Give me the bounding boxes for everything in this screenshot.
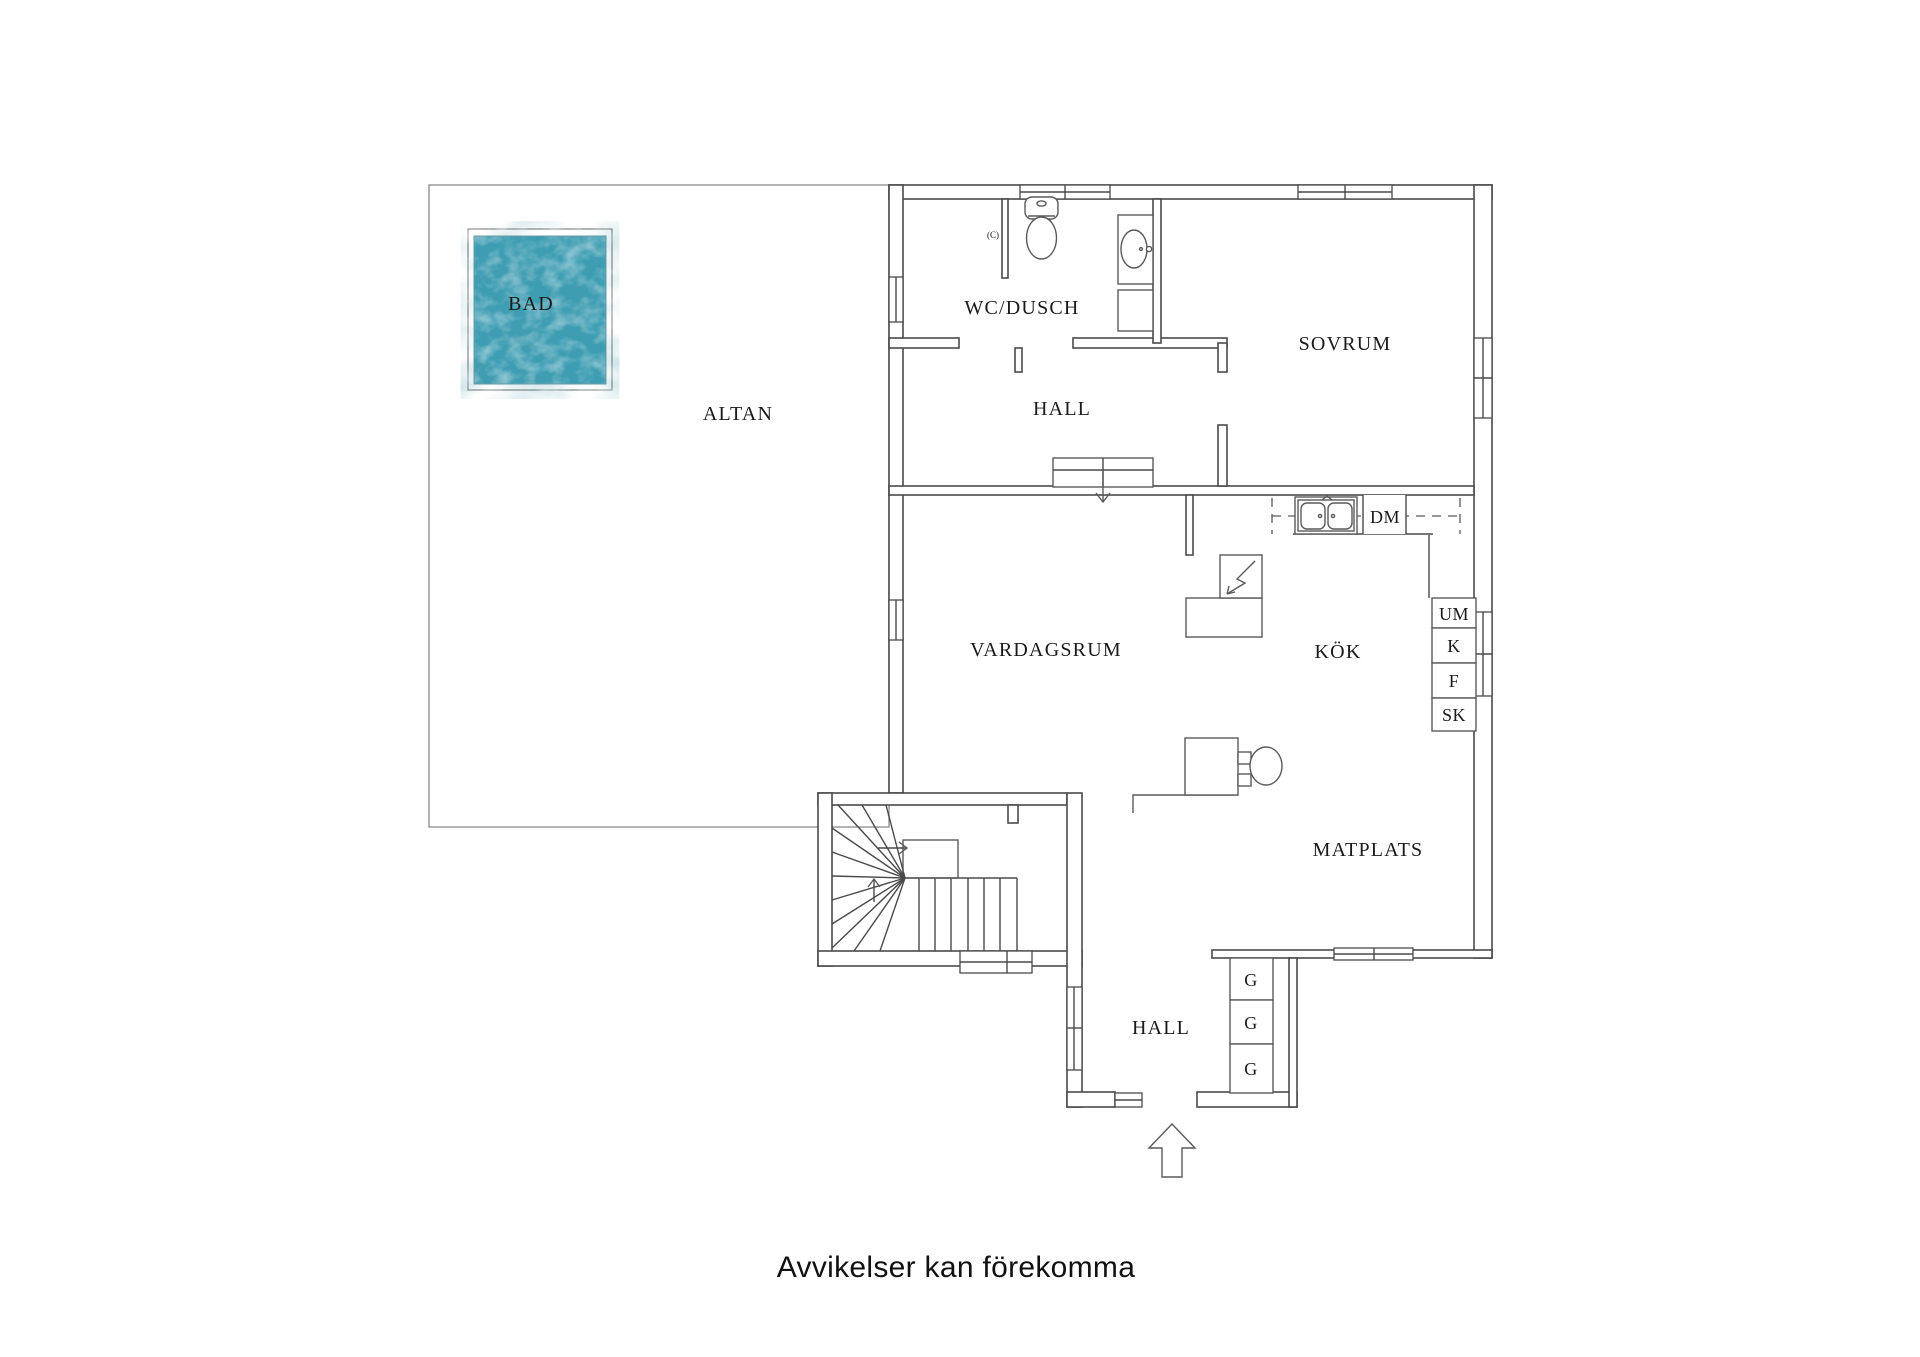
kitchen-sink-icon [1295, 496, 1357, 534]
window-hall-west [1067, 987, 1082, 1070]
window-east-sovrum [1474, 338, 1492, 418]
window-entry-sidelight [1115, 1093, 1142, 1107]
room-label-sovrum: SOVRUM [1298, 333, 1392, 355]
fireplace-icon [1186, 555, 1262, 637]
wardrobe-label-1: G [1244, 970, 1258, 990]
annotation-c-mark: (C) [987, 230, 999, 240]
window-top-sovrum [1298, 185, 1392, 199]
appliance-label-um: UM [1438, 604, 1470, 624]
window-south-matplats [1334, 948, 1413, 960]
window-west-vardagsrum [889, 600, 903, 640]
walls [818, 185, 1492, 1107]
entrance-arrow [1149, 1124, 1195, 1177]
room-label-vardagsrum: VARDAGSRUM [970, 639, 1122, 661]
room-labels [508, 230, 1423, 1039]
room-label-matplats: MATPLATS [1312, 839, 1424, 861]
wardrobe-label-3: G [1244, 1059, 1258, 1079]
room-label-hall-upper: HALL [1032, 398, 1092, 420]
dishwasher-cell [1363, 495, 1406, 534]
room-label-kok: KÖK [1314, 641, 1362, 663]
toilet-icon [1025, 197, 1058, 259]
desk-icon [1133, 738, 1251, 813]
disclaimer-text: Avvikelser kan förekomma [776, 1251, 1136, 1284]
dishwasher-label: DM [1369, 507, 1401, 527]
appliance-label-k: K [1447, 636, 1461, 656]
wardrobe-cabinets [1230, 958, 1273, 1093]
kitchen-cabinets [1432, 598, 1476, 731]
window-stair-south [960, 951, 1032, 973]
appliance-label-sk: SK [1441, 705, 1467, 725]
bathroom-sink-icon [1118, 215, 1153, 284]
room-label-hall-lower: HALL [1131, 1017, 1191, 1039]
window-west-wc [889, 277, 903, 322]
room-label-altan: ALTAN [702, 403, 774, 425]
room-label-wc-dusch: WC/DUSCH [964, 297, 1080, 319]
room-label-bad: BAD [508, 293, 554, 315]
appliance-label-f: F [1448, 671, 1460, 691]
wardrobe-label-2: G [1244, 1013, 1258, 1033]
bathroom-cabinet [1118, 290, 1153, 331]
chair-icon [1250, 747, 1282, 785]
